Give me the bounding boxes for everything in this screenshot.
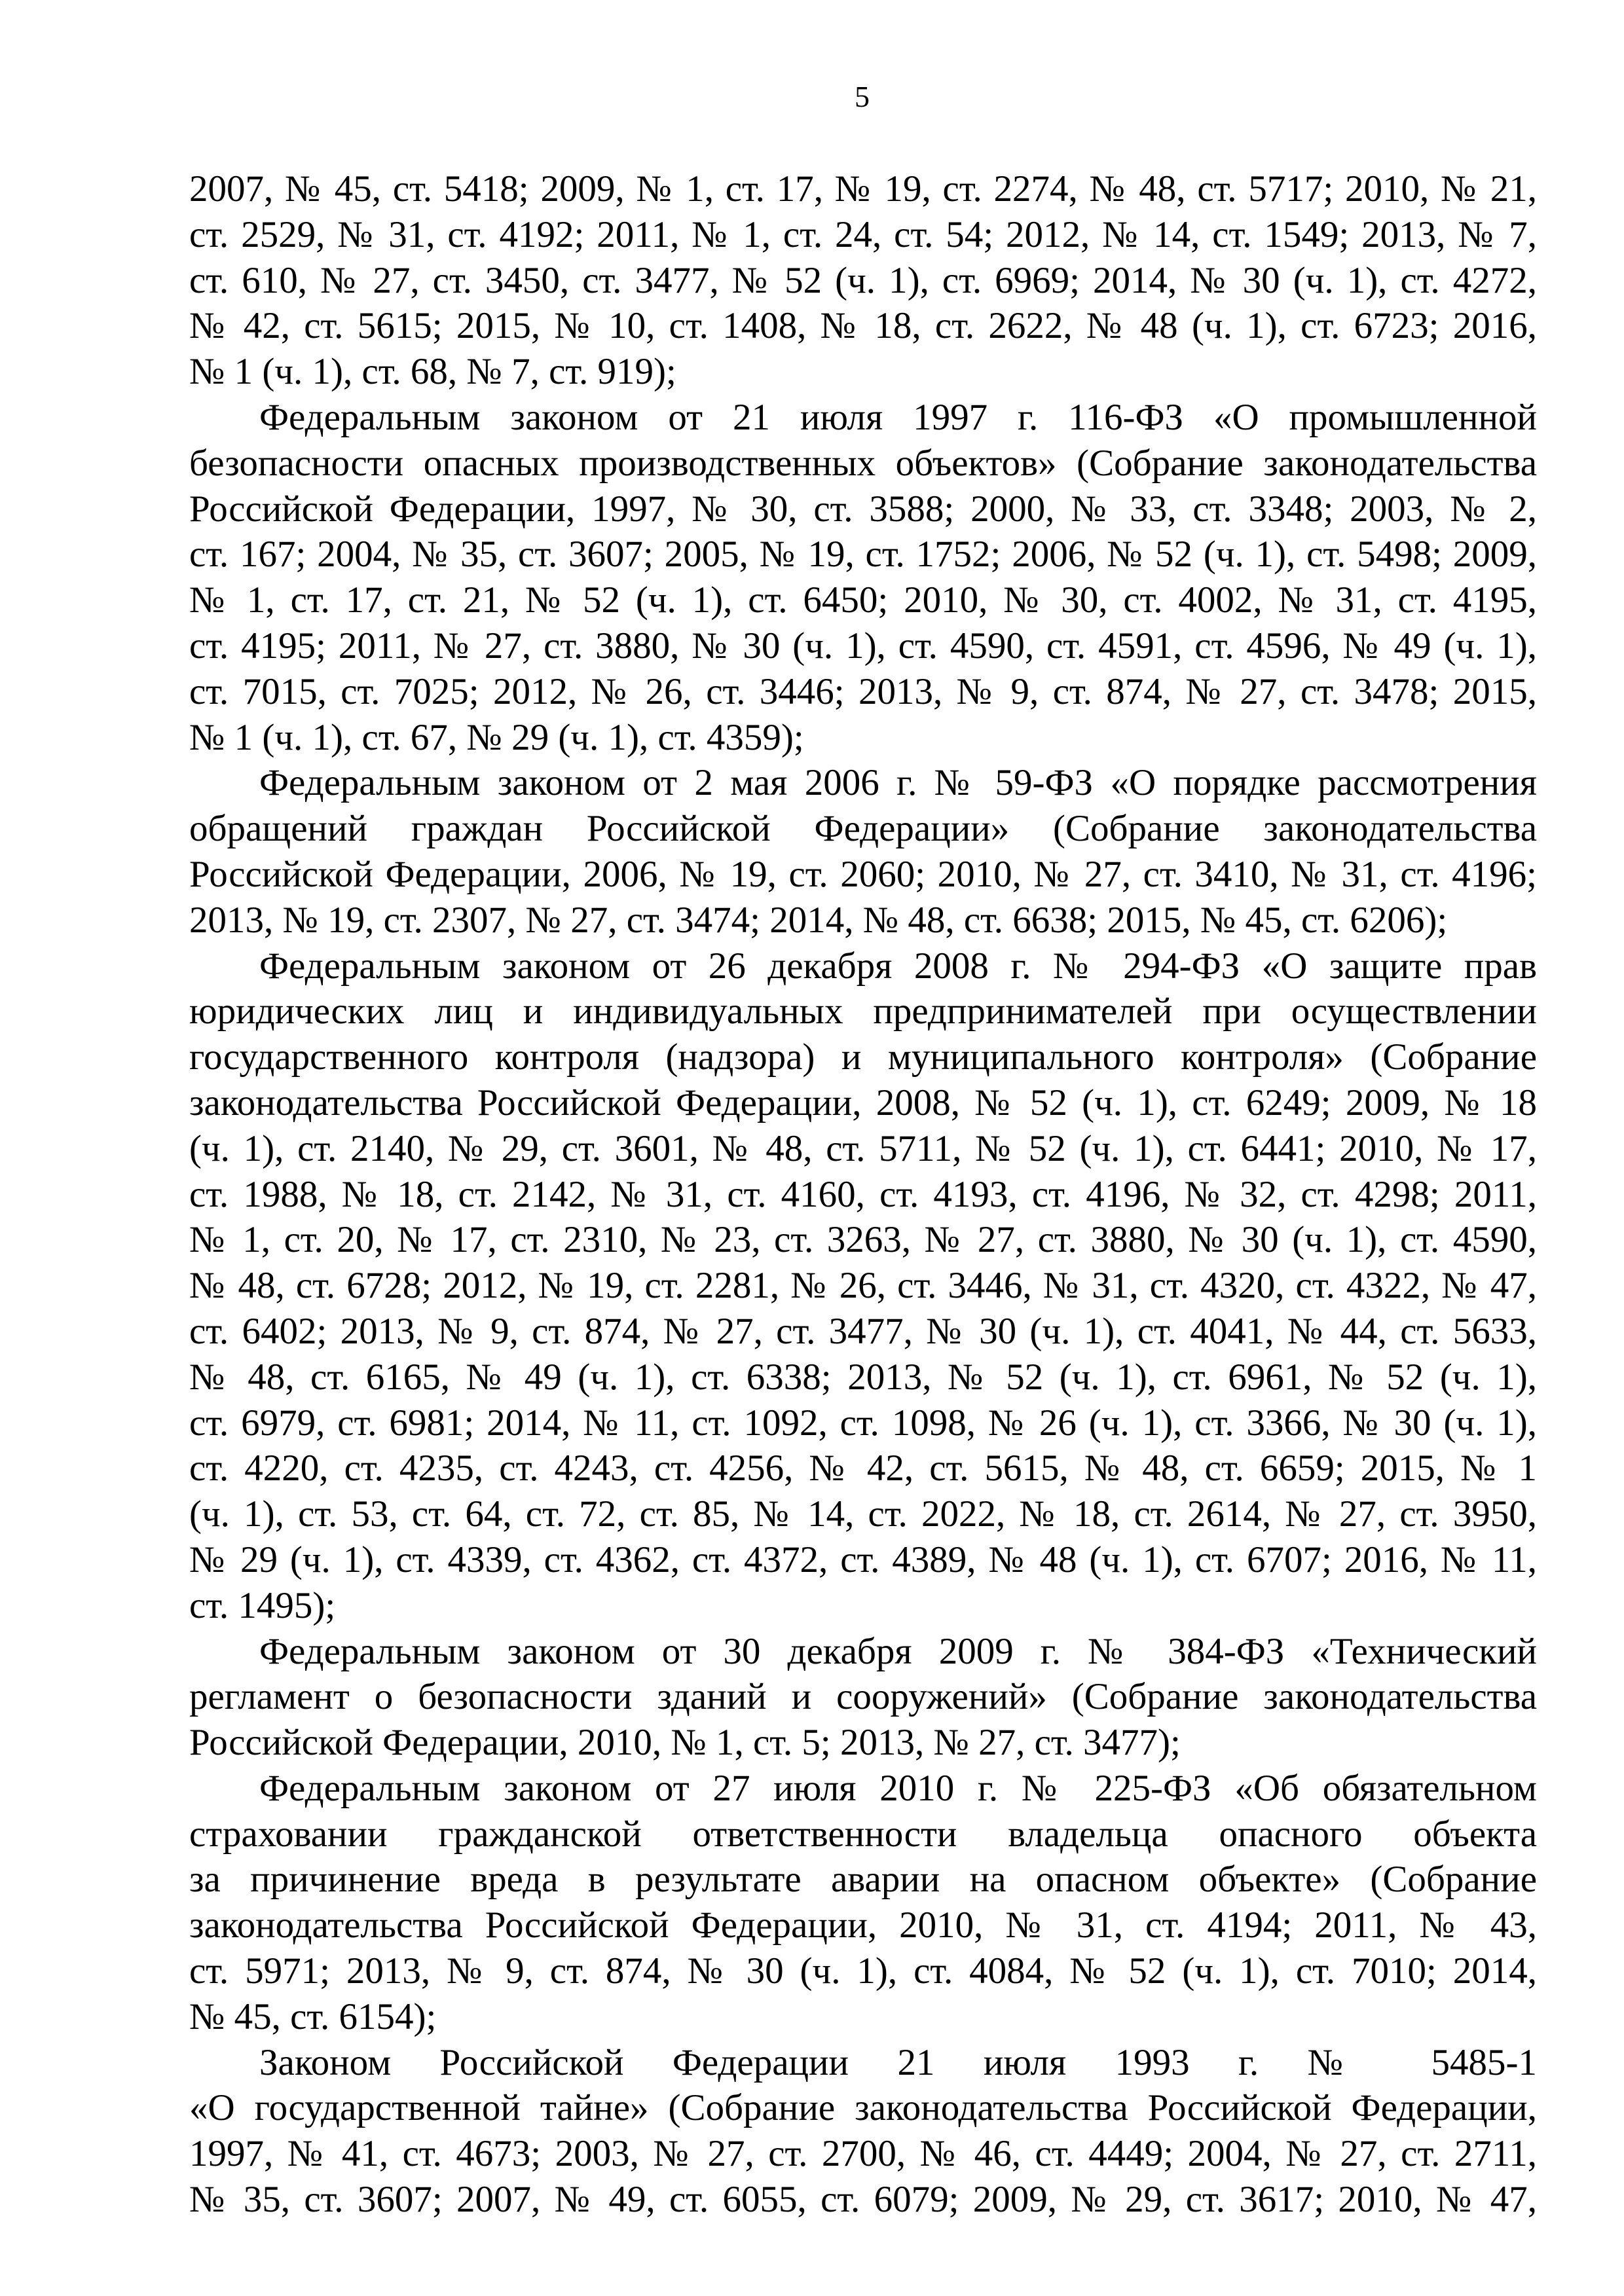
text-line: законодательства Российской Федерации, 2010, № 31, ст. 4194; 2011, № 43,: [189, 1904, 1537, 1946]
text-line: ст. 6402; 2013, № 9, ст. 874, № 27, ст. 3477, № 30 (ч. 1), ст. 4041, № 44, ст. 5633,: [189, 1310, 1537, 1352]
text-line: Российской Федерации, 2006, № 19, ст. 2060; 2010, № 27, ст. 3410, № 31, ст. 4196;: [189, 853, 1537, 895]
paragraph-fz-225: [189, 1766, 1537, 2040]
text-line: Российской Федерации, 1997, № 30, ст. 3588; 2000, № 33, ст. 3348; 2003, № 2,: [189, 488, 1537, 530]
text-line: № 42, ст. 5615; 2015, № 10, ст. 1408, № 18, ст. 2622, № 48 (ч. 1), ст. 6723; 2016,: [189, 305, 1537, 347]
text-line: № 1 (ч. 1), ст. 67, № 29 (ч. 1), ст. 4359);: [189, 716, 804, 758]
text-line: 2013, № 19, ст. 2307, № 27, ст. 3474; 2014, № 48, ст. 6638; 2015, № 45, ст. 6206);: [189, 899, 1448, 941]
text-line: ст. 7015, ст. 7025; 2012, № 26, ст. 3446; 2013, № 9, ст. 874, № 27, ст. 3478; 2015,: [189, 670, 1537, 712]
paragraph-law-5485-1: [189, 2040, 1537, 2223]
text-line: за причинение вреда в результате аварии на опасном объекте» (Собрание: [189, 1859, 1537, 1901]
text-line: № 48, ст. 6728; 2012, № 19, ст. 2281, № 26, ст. 3446, № 31, ст. 4320, ст. 4322, № 47,: [189, 1265, 1537, 1307]
text-line: безопасности опасных производственных объектов» (Собрание законодательства: [189, 442, 1537, 484]
text-line: страховании гражданской ответственности владельца опасного объекта: [189, 1813, 1537, 1855]
text-line: Федеральным законом от 26 декабря 2008 г. № 294-ФЗ «О защите прав: [259, 945, 1537, 987]
text-line: (ч. 1), ст. 53, ст. 64, ст. 72, ст. 85, № 14, ст. 2022, № 18, ст. 2614, № 27, ст. 3950,: [189, 1493, 1537, 1535]
paragraph-fz-294: [189, 943, 1537, 1629]
text-line: государственного контроля (надзора) и муниципального контроля» (Собрание: [189, 1036, 1537, 1078]
paragraph-fz-116: [189, 395, 1537, 760]
text-line: № 29 (ч. 1), ст. 4339, ст. 4362, ст. 4372, ст. 4389, № 48 (ч. 1), ст. 6707; 2016, № 11,: [189, 1539, 1537, 1580]
text-line: юридических лиц и индивидуальных предпринимателей при осуществлении: [189, 991, 1537, 1032]
text-line: № 48, ст. 6165, № 49 (ч. 1), ст. 6338; 2013, № 52 (ч. 1), ст. 6961, № 52 (ч. 1),: [189, 1356, 1537, 1398]
text-line: ст. 6979, ст. 6981; 2014, № 11, ст. 1092, ст. 1098, № 26 (ч. 1), ст. 3366, № 30 (ч. 1),: [189, 1402, 1537, 1444]
paragraph-fz-384: [189, 1629, 1537, 1766]
text-line: № 1 (ч. 1), ст. 68, № 7, ст. 919);: [189, 351, 676, 393]
text-line: (ч. 1), ст. 2140, № 29, ст. 3601, № 48, ст. 5711, № 52 (ч. 1), ст. 6441; 2010, № 17,: [189, 1127, 1537, 1169]
text-line: Федеральным законом от 27 июля 2010 г. № 225-ФЗ «Об обязательном: [259, 1767, 1537, 1809]
text-line: Законом Российской Федерации 21 июля 1993 г. № 5485-1: [259, 2041, 1537, 2083]
page-number: 5: [855, 80, 870, 113]
text-line: 2007, № 45, ст. 5418; 2009, № 1, ст. 17, № 19, ст. 2274, № 48, ст. 5717; 2010, № 21,: [189, 168, 1537, 210]
text-line: № 1, ст. 20, № 17, ст. 2310, № 23, ст. 3263, № 27, ст. 3880, № 30 (ч. 1), ст. 4590,: [189, 1219, 1537, 1261]
text-line: ст. 610, № 27, ст. 3450, ст. 3477, № 52 (ч. 1), ст. 6969; 2014, № 30 (ч. 1), ст. 4272,: [189, 259, 1537, 301]
text-line: ст. 2529, № 31, ст. 4192; 2011, № 1, ст. 24, ст. 54; 2012, № 14, ст. 1549; 2013, № 7,: [189, 213, 1537, 255]
text-line: Федеральным законом от 30 декабря 2009 г. № 384-ФЗ «Технический: [259, 1630, 1537, 1672]
text-line: Федеральным законом от 2 мая 2006 г. № 59-ФЗ «О порядке рассмотрения: [259, 762, 1537, 804]
text-line: Федеральным законом от 21 июля 1997 г. 116-ФЗ «О промышленной: [259, 396, 1537, 438]
text-line: регламент о безопасности зданий и сооружений» (Собрание законодательства: [189, 1676, 1537, 1718]
text-line: ст. 1988, № 18, ст. 2142, № 31, ст. 4160, ст. 4193, ст. 4196, № 32, ст. 4298; 2011,: [189, 1173, 1537, 1215]
text-line: обращений граждан Российской Федерации» (Собрание законодательства: [189, 808, 1537, 850]
paragraph-fz-59: [189, 760, 1537, 943]
text-line: «О государственной тайне» (Собрание законодательства Российской Федерации,: [189, 2087, 1537, 2129]
text-line: Российской Федерации, 2010, № 1, ст. 5; 2013, № 27, ст. 3477);: [189, 1722, 1181, 1764]
text-line: ст. 5971; 2013, № 9, ст. 874, № 30 (ч. 1), ст. 4084, № 52 (ч. 1), ст. 7010; 2014,: [189, 1950, 1537, 1992]
text-line: ст. 167; 2004, № 35, ст. 3607; 2005, № 19, ст. 1752; 2006, № 52 (ч. 1), ст. 5498; 2009,: [189, 534, 1537, 575]
text-line: ст. 4195; 2011, № 27, ст. 3880, № 30 (ч. 1), ст. 4590, ст. 4591, ст. 4596, № 49 (ч. 1),: [189, 625, 1537, 666]
paragraph-continuation: [189, 166, 1537, 395]
text-line: № 1, ст. 17, ст. 21, № 52 (ч. 1), ст. 6450; 2010, № 30, ст. 4002, № 31, ст. 4195,: [189, 579, 1537, 621]
text-line: № 45, ст. 6154);: [189, 1995, 437, 2037]
text-line: 1997, № 41, ст. 4673; 2003, № 27, ст. 2700, № 46, ст. 4449; 2004, № 27, ст. 2711,: [189, 2133, 1537, 2175]
text-line: ст. 1495);: [189, 1584, 336, 1626]
document-body: [189, 166, 1537, 2223]
text-line: № 35, ст. 3607; 2007, № 49, ст. 6055, ст. 6079; 2009, № 29, ст. 3617; 2010, № 47,: [189, 2179, 1537, 2221]
text-line: законодательства Российской Федерации, 2008, № 52 (ч. 1), ст. 6249; 2009, № 18: [189, 1082, 1537, 1123]
text-line: ст. 4220, ст. 4235, ст. 4243, ст. 4256, № 42, ст. 5615, № 48, ст. 6659; 2015, № 1: [189, 1448, 1537, 1489]
